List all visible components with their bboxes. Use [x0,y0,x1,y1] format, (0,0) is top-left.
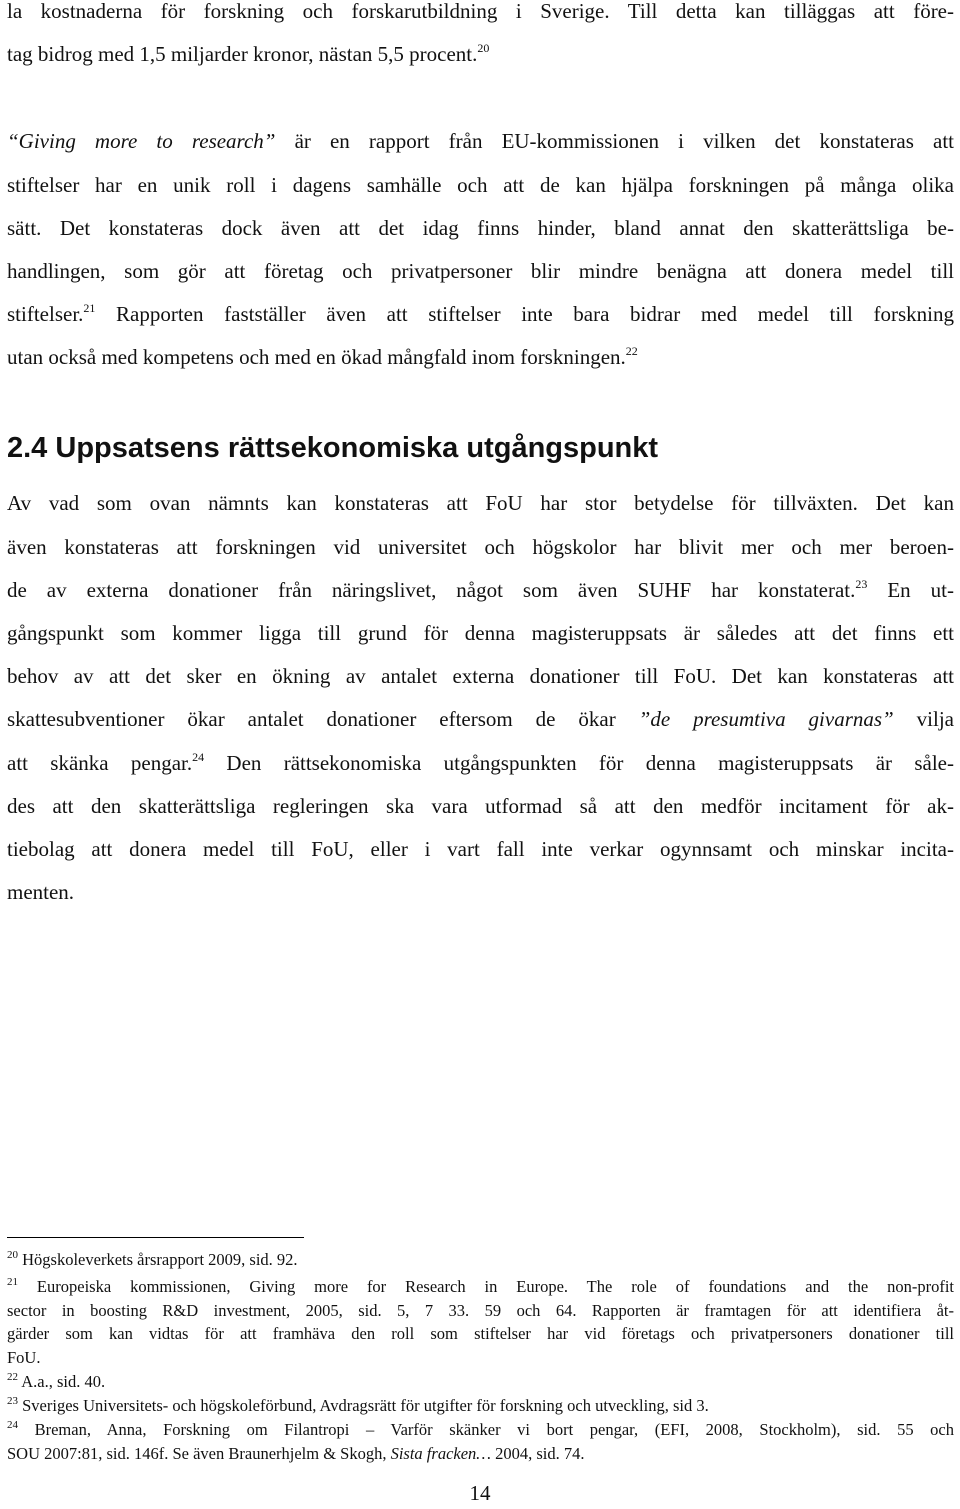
body-text: En ut- [867,578,954,602]
footnote-text: sector in boosting R&D investment, 2005, sid. 5, 7 33. 59 och 64. Rapporten är framtagen för att identifiera åt- [7,1301,954,1320]
footnote-ref: 23 [855,577,868,591]
footnote-text: SOU 2007:81, sid. 146f. Se även Braunerhjelm & Skogh, [7,1444,391,1463]
body-line [7,0,954,26]
page-number: 14 [469,1481,491,1505]
footnote [7,1275,954,1299]
footnote-text: FoU. [7,1348,41,1367]
body-line [7,791,954,821]
body-text: sätt. Det konstateras dock även att det idag finns hinder, bland annat den skatterättsliga be- [7,216,954,240]
footnote-number: 20 [7,1249,18,1261]
body-text: Rapporten fastställer även att stiftelser inte bara bidrar med medel till forskning [95,302,954,326]
footnote-ref: 21 [83,301,96,315]
body-line [7,488,954,518]
footnote [7,1248,954,1272]
footnote [7,1418,954,1442]
footnote-text: Europeiska kommissionen, Giving more for Research in Europe. The role of foundations and the non-profit [36,1277,954,1296]
body-text: tag bidrog med 1,5 miljarder kronor, nästan 5,5 procent. [7,42,478,66]
body-line [7,748,954,778]
footnote-text: 2004, sid. 74. [490,1444,585,1463]
footnote-text: A.a., sid. 40. [21,1372,106,1391]
body-text: des att den skatterättsliga regleringen ska vara utformad så att den medför incitament för ak- [7,794,954,818]
body-line [7,213,954,243]
emphasis-text: ”de presumtiva givarnas” [638,707,894,731]
body-text: tiebolag att donera medel till FoU, eller i vart fall inte verkar ogynnsamt och minskar incita- [7,837,954,861]
footnote-text: Breman, Anna, Forskning om Filantropi – Varför skänker vi bort pengar, (EFI, 2008, Stockholm), sid. 55 och [34,1420,954,1439]
footnote-number: 22 [7,1371,18,1383]
footnote-line [7,1299,954,1323]
body-text: stiftelser. [7,302,84,326]
body-line [7,126,954,156]
report-title: “Giving more to research” [7,129,276,153]
body-line [7,299,954,329]
footnote-number: 23 [7,1395,18,1407]
body-line [7,39,954,69]
body-line [7,877,954,907]
body-line [7,834,954,864]
footnote-ref: 20 [477,41,490,55]
body-line [7,532,954,562]
body-line [7,704,954,734]
body-line [7,575,954,605]
footnote-text: Högskoleverkets årsrapport 2009, sid. 92. [22,1250,298,1269]
body-text: att skänka pengar. [7,751,193,775]
body-line [7,170,954,200]
body-text: utan också med kompetens och med en ökad mångfald inom forskningen. [7,345,626,369]
body-text: är en rapport från EU-kommissionen i vilken det konstateras att [275,129,955,153]
footnote-line [7,1442,954,1466]
body-text: Av vad som ovan nämnts kan konstateras att FoU har stor betydelse för tillväxten. Det kan [7,491,954,515]
body-text: menten. [7,880,75,904]
footnote-separator [7,1237,304,1238]
body-text: gångspunkt som kommer ligga till grund för denna magisteruppsats är således att det finns ett [7,621,954,645]
body-text: även konstateras att forskningen vid universitet och högskolor har blivit mer och mer beroen- [7,535,954,559]
body-line [7,256,954,286]
body-text: Den rättsekonomiska utgångspunkten för denna magisteruppsats är såle- [204,751,954,775]
footnote-line [7,1322,954,1346]
footnote-ref: 24 [192,750,205,764]
body-text: skattesubventioner ökar antalet donationer eftersom de ökar [7,707,639,731]
body-text: handlingen, som gör att företag och privatpersoner blir mindre benägna att donera medel till [7,259,954,283]
body-text: stiftelser har en unik roll i dagens samhälle och att de kan hjälpa forskningen på många olika [7,173,954,197]
footnote-ref: 22 [625,344,638,358]
footnote-emphasis: Sista fracken… [390,1444,491,1463]
section-heading: 2.4 Uppsatsens rättsekonomiska utgångspunkt [7,432,659,464]
body-line [7,618,954,648]
footnote [7,1394,954,1418]
footnote-number: 21 [7,1276,18,1288]
body-text: behov av att det sker en ökning av antalet externa donationer till FoU. Det kan konstateras att [7,664,954,688]
body-text: de av externa donationer från näringslivet, något som även SUHF har konstaterat. [7,578,856,602]
body-text: vilja [893,707,954,731]
footnote-text: Sveriges Universitets- och högskoleförbund, Avdragsrätt för utgifter för forskning och utveckling, sid 3. [22,1396,709,1415]
body-line [7,661,954,691]
footnote-text: gärder som kan vidtas för att framhäva den roll som stiftelser har vid företags och privatpersoners donationer till [7,1324,954,1343]
body-line [7,342,954,372]
body-text: la kostnaderna för forskning och forskarutbildning i Sverige. Till detta kan tilläggas att före- [7,0,954,23]
footnote [7,1370,954,1394]
footnote-number: 24 [7,1419,18,1431]
footnote-line [7,1346,954,1370]
